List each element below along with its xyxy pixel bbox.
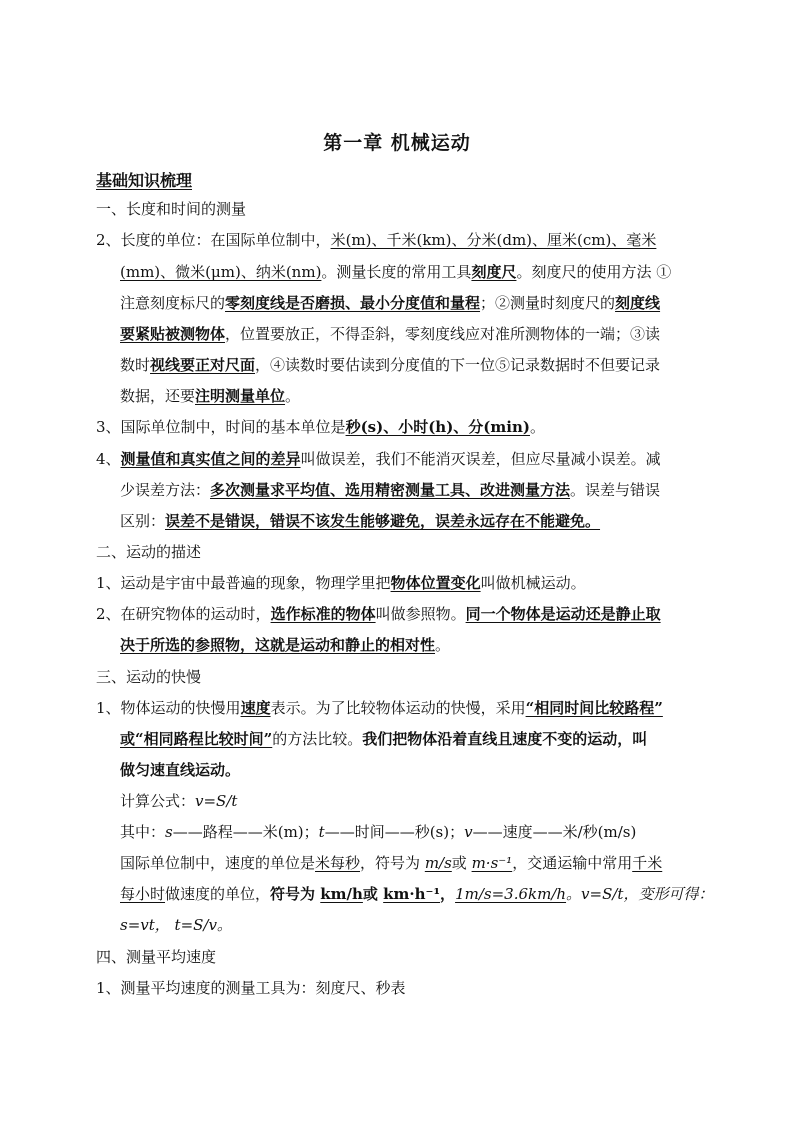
si-speed-line1: 国际单位制中，速度的单位是米每秒，符号为 m/s或 m·s⁻¹，交通运输中常用千米 xyxy=(120,854,663,872)
item-length-units-line3: 注意刻度标尺的零刻度线是否磨损、最小分度值和量程；②测量时刻度尺的刻度线 xyxy=(120,294,661,312)
item-speed-line3: 做匀速直线运动。 xyxy=(120,761,241,779)
heading-length-time: 一、长度和时间的测量 xyxy=(96,200,247,218)
item-length-units-line5: 数时视线要正对尺面，④读数时要估读到分度值的下一位⑤记录数据时不但要记录 xyxy=(120,356,661,374)
item-reference-frame: 2、在研究物体的运动时，选作标准的物体叫做参照物。同一个物体是运动还是静止取 xyxy=(96,605,661,623)
item-length-units: 2、长度的单位：在国际单位制中，米(m)、千米(km)、分米(dm)、厘米(cm)、毫米 xyxy=(96,231,657,249)
heading-average-speed: 四、测量平均速度 xyxy=(96,948,217,966)
formula-line: 计算公式：v=S/t xyxy=(120,792,238,810)
item-length-units-line6: 数据，还要注明测量单位。 xyxy=(120,387,301,405)
si-speed-line2: 每小时做速度的单位，符号为 km/h或 km·h⁻¹，1m/s=3.6km/h。v=S/t，变形可得： xyxy=(120,885,714,903)
item-mechanical-motion: 1、运动是宇宙中最普遍的现象，物理学里把物体位置变化叫做机械运动。 xyxy=(96,574,586,592)
variables-line: 其中：s——路程——米(m)；t——时间——秒(s)；v——速度——米/秒(m/s) xyxy=(120,823,637,841)
item-error: 4、测量值和真实值之间的差异叫做误差，我们不能消灭误差，但应尽量减小误差。减 xyxy=(96,450,661,468)
chapter-title: 第一章 机械运动 xyxy=(323,132,471,154)
item-speed-line2: 或“相同路程比较时间”的方法比较。我们把物体沿着直线且速度不变的运动，叫 xyxy=(120,730,648,748)
section-heading: 基础知识梳理 xyxy=(96,171,193,190)
item-error-line3: 区别：误差不是错误，错误不该发生能够避免，误差永远存在不能避免。 xyxy=(120,512,601,530)
item-average-speed-tools: 1、测量平均速度的测量工具为：刻度尺、秒表 xyxy=(96,979,406,997)
item-speed: 1、物体运动的快慢用速度表示。为了比较物体运动的快慢，采用“相同时间比较路程” xyxy=(96,699,663,717)
heading-motion-description: 二、运动的描述 xyxy=(96,543,202,561)
item-time-units: 3、国际单位制中，时间的基本单位是秒(s)、小时(h)、分(min)。 xyxy=(96,418,545,436)
heading-motion-speed: 三、运动的快慢 xyxy=(96,668,202,686)
item-length-units-line2: (mm)、微米(μm)、纳米(nm)。测量长度的常用工具刻度尺。刻度尺的使用方法 ① xyxy=(120,263,672,281)
item-error-line2: 少误差方法：多次测量求平均值、选用精密测量工具、改进测量方法。误差与错误 xyxy=(120,481,661,499)
item-reference-frame-line2: 决于所选的参照物，这就是运动和静止的相对性。 xyxy=(120,636,451,654)
si-speed-line3: s=vt， t=S/v。 xyxy=(120,916,232,934)
item-length-units-line4: 要紧贴被测物体，位置要放正，不得歪斜，零刻度线应对准所测物体的一端；③读 xyxy=(120,325,661,343)
